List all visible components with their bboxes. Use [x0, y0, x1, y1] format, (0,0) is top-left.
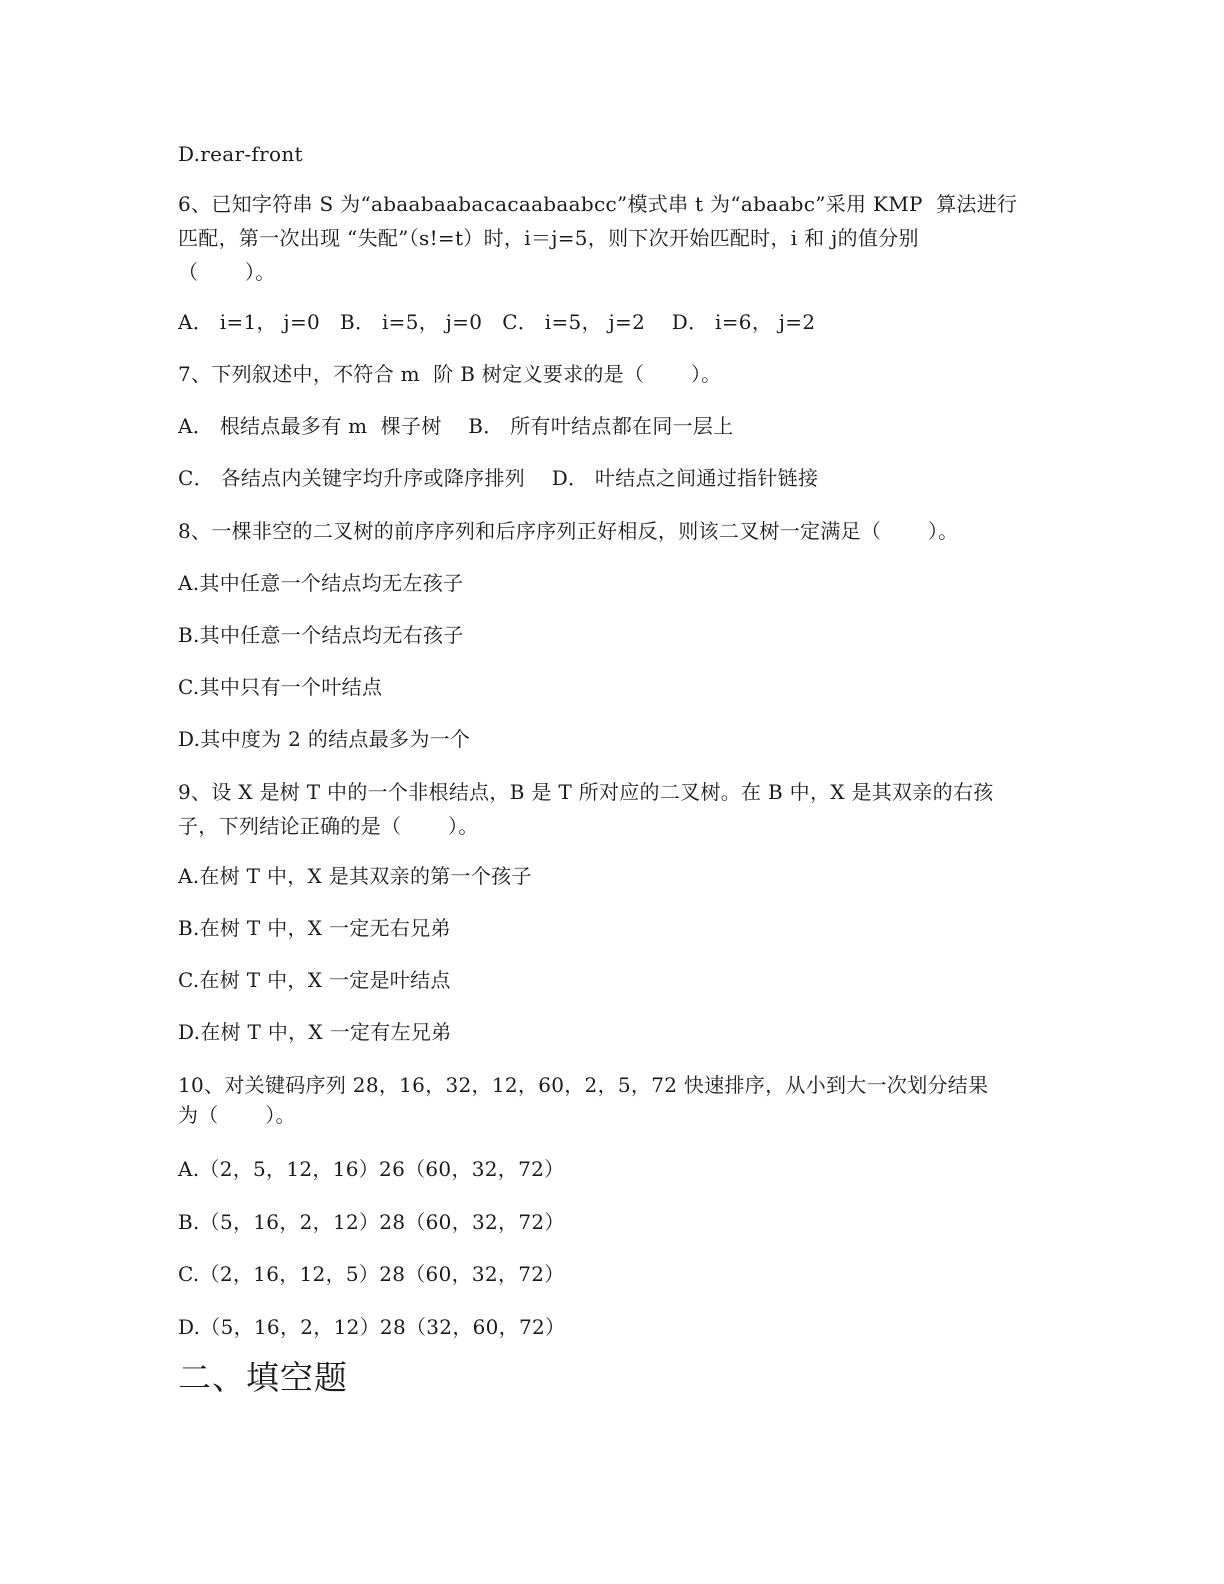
question-10-line-1: 10、对关键码序列 28，16，32，12，60，2，5，72 快速排序，从小到大一次划分结果 [178, 1073, 989, 1097]
question-7-options-ab: A． 根结点最多有 m 棵子树 B． 所有叶结点都在同一层上 [178, 414, 734, 438]
question-10-line-2: 为（ ）。 [178, 1103, 296, 1127]
option-5d: D.rear-front [178, 142, 303, 166]
question-9-option-b: B.在树 T 中，X 一定无右兄弟 [178, 916, 451, 940]
question-10-option-a: A.（2，5，12，16）26（60，32，72） [178, 1157, 565, 1181]
question-6-line-2: 匹配，第一次出现 “失配”（s!=t）时，i＝j=5，则下次开始匹配时，i 和 j的值分别 [178, 226, 919, 250]
question-8-option-a: A.其中任意一个结点均无左孩子 [178, 571, 464, 595]
question-7: 7、下列叙述中，不符合 m 阶 B 树定义要求的是（ ）。 [178, 362, 722, 386]
question-9-option-a: A.在树 T 中，X 是其双亲的第一个孩子 [178, 864, 532, 888]
question-9-line-2: 子，下列结论正确的是（ ）。 [178, 814, 479, 838]
question-6-options: A． i=1， j=0 B． i=5， j=0 C． i=5， j=2 D． i=6， j=2 [178, 310, 816, 334]
question-8-option-c: C.其中只有一个叶结点 [178, 675, 383, 699]
question-9-option-c: C.在树 T 中，X 一定是叶结点 [178, 968, 451, 992]
question-9-line-1: 9、设 X 是树 T 中的一个非根结点，B 是 T 所对应的二叉树。在 B 中，X 是其双亲的右孩 [178, 780, 994, 804]
question-6-line-3: （ ）。 [178, 260, 276, 284]
question-6-line-1: 6、已知字符串 S 为“abaabaabacacaabaabcc”模式串 t 为“abaabc”采用 KMP 算法进行 [178, 192, 1018, 216]
question-9-option-d: D.在树 T 中，X 一定有左兄弟 [178, 1020, 452, 1044]
question-7-options-cd: C． 各结点内关键字均升序或降序排列 D． 叶结点之间通过指针链接 [178, 466, 819, 490]
question-8-option-b: B.其中任意一个结点均无右孩子 [178, 623, 464, 647]
question-8: 8、一棵非空的二叉树的前序序列和后序序列正好相反，则该二叉树一定满足（ ）。 [178, 519, 959, 543]
question-10-option-d: D.（5，16，2，12）28（32，60，72） [178, 1315, 566, 1339]
question-10-option-b: B.（5，16，2，12）28（60，32，72） [178, 1210, 565, 1234]
question-10-option-c: C.（2，16，12，5）28（60，32，72） [178, 1262, 565, 1286]
section-heading: 二、填空题 [178, 1358, 348, 1397]
question-8-option-d: D.其中度为 2 的结点最多为一个 [178, 727, 471, 751]
